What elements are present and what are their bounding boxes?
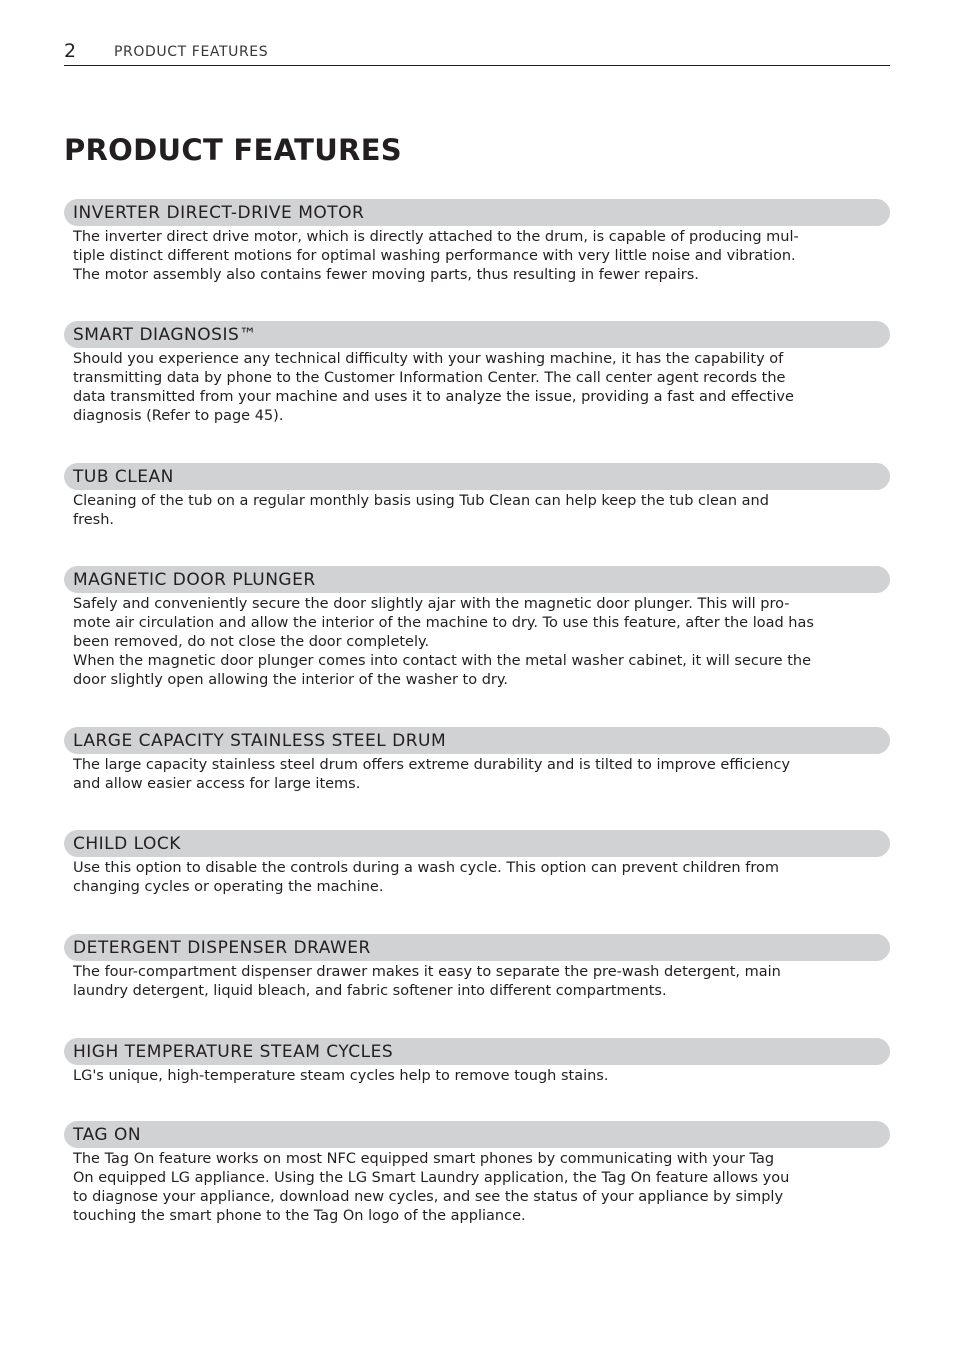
section-paragraph [73, 492, 890, 530]
section-header-bar [64, 1121, 890, 1148]
running-header [64, 38, 890, 66]
section-body [73, 963, 890, 1001]
text-line: data transmitted from your machine and uses it to analyze the issue, providing a fast and effective [73, 389, 794, 405]
section-paragraph [73, 1150, 890, 1226]
feature-section [64, 727, 890, 794]
text-line: Cleaning of the tub on a regular monthly basis using Tub Clean can help keep the tub clean and [73, 493, 769, 509]
section-title: DETERGENT DISPENSER DRAWER [73, 938, 371, 958]
text-line: to diagnose your appliance, download new cycles, and see the status of your appliance by simply [73, 1189, 784, 1205]
feature-section [64, 830, 890, 897]
text-line: transmitting data by phone to the Customer Information Center. The call center agent records the [73, 370, 786, 386]
text-line: fresh. [73, 512, 115, 528]
text-line: tiple distinct different motions for optimal washing performance with very little noise and vibration. [73, 248, 796, 264]
text-line: LG's unique, high-temperature steam cycles help to remove tough stains. [73, 1068, 609, 1084]
text-line: changing cycles or operating the machine. [73, 879, 384, 895]
section-title: TAG ON [73, 1125, 142, 1145]
text-line: The four-compartment dispenser drawer makes it easy to separate the pre-wash detergent, main [73, 964, 781, 980]
feature-section [64, 1121, 890, 1226]
section-header-bar [64, 830, 890, 857]
feature-section [64, 1038, 890, 1086]
section-paragraph [73, 1067, 890, 1086]
section-header-bar [64, 1038, 890, 1065]
section-header-bar [64, 566, 890, 593]
section-body [73, 756, 890, 794]
section-body [73, 228, 890, 285]
section-title: CHILD LOCK [73, 834, 181, 854]
section-title: INVERTER DIRECT-DRIVE MOTOR [73, 203, 365, 223]
text-line: been removed, do not close the door completely. [73, 634, 430, 650]
text-line: When the magnetic door plunger comes into contact with the metal washer cabinet, it will secure the [73, 653, 812, 669]
text-line: The inverter direct drive motor, which is directly attached to the drum, is capable of producing mul- [73, 229, 799, 245]
text-line: The Tag On feature works on most NFC equipped smart phones by communicating with your Tag [73, 1151, 775, 1167]
section-header-bar [64, 199, 890, 226]
section-title: MAGNETIC DOOR PLUNGER [73, 570, 316, 590]
section-body [73, 350, 890, 426]
running-title: PRODUCT FEATURES [114, 44, 269, 60]
text-line: and allow easier access for large items. [73, 776, 361, 792]
text-line: laundry detergent, liquid bleach, and fabric softener into different compartments. [73, 983, 667, 999]
section-title: HIGH TEMPERATURE STEAM CYCLES [73, 1042, 394, 1062]
feature-section [64, 463, 890, 530]
section-title: SMART DIAGNOSIS™ [73, 325, 257, 345]
text-line: mote air circulation and allow the interior of the machine to dry. To use this feature, after the load has [73, 615, 814, 631]
section-header-bar [64, 321, 890, 348]
section-paragraph [73, 350, 890, 426]
section-paragraph [73, 963, 890, 1001]
section-title: LARGE CAPACITY STAINLESS STEEL DRUM [73, 731, 447, 751]
section-body [73, 1067, 890, 1086]
section-title: TUB CLEAN [73, 467, 174, 487]
feature-section [64, 199, 890, 285]
text-line: touching the smart phone to the Tag On logo of the appliance. [73, 1208, 526, 1224]
section-body [73, 859, 890, 897]
section-body [73, 492, 890, 530]
section-header-bar [64, 727, 890, 754]
section-header-bar [64, 463, 890, 490]
feature-section [64, 566, 890, 690]
page-title: PRODUCT FEATURES [64, 133, 402, 167]
text-line: diagnosis (Refer to page 45). [73, 408, 284, 424]
section-paragraph [73, 859, 890, 897]
page-number: 2 [64, 40, 77, 62]
text-line: Use this option to disable the controls during a wash cycle. This option can prevent children from [73, 860, 779, 876]
section-paragraph [73, 228, 890, 285]
text-line: The motor assembly also contains fewer moving parts, thus resulting in fewer repairs. [73, 267, 699, 283]
text-line: The large capacity stainless steel drum offers extreme durability and is tilted to improve efficiency [73, 757, 791, 773]
text-line: Should you experience any technical difficulty with your washing machine, it has the capability of [73, 351, 784, 367]
section-body [73, 595, 890, 690]
text-line: door slightly open allowing the interior of the washer to dry. [73, 672, 509, 688]
feature-section [64, 321, 890, 426]
section-paragraph [73, 652, 890, 690]
text-line: Safely and conveniently secure the door slightly ajar with the magnetic door plunger. This will pro- [73, 596, 790, 612]
section-paragraph [73, 595, 890, 652]
feature-section [64, 934, 890, 1001]
section-body [73, 1150, 890, 1226]
section-paragraph [73, 756, 890, 794]
section-header-bar [64, 934, 890, 961]
text-line: On equipped LG appliance. Using the LG Smart Laundry application, the Tag On feature allows you [73, 1170, 790, 1186]
